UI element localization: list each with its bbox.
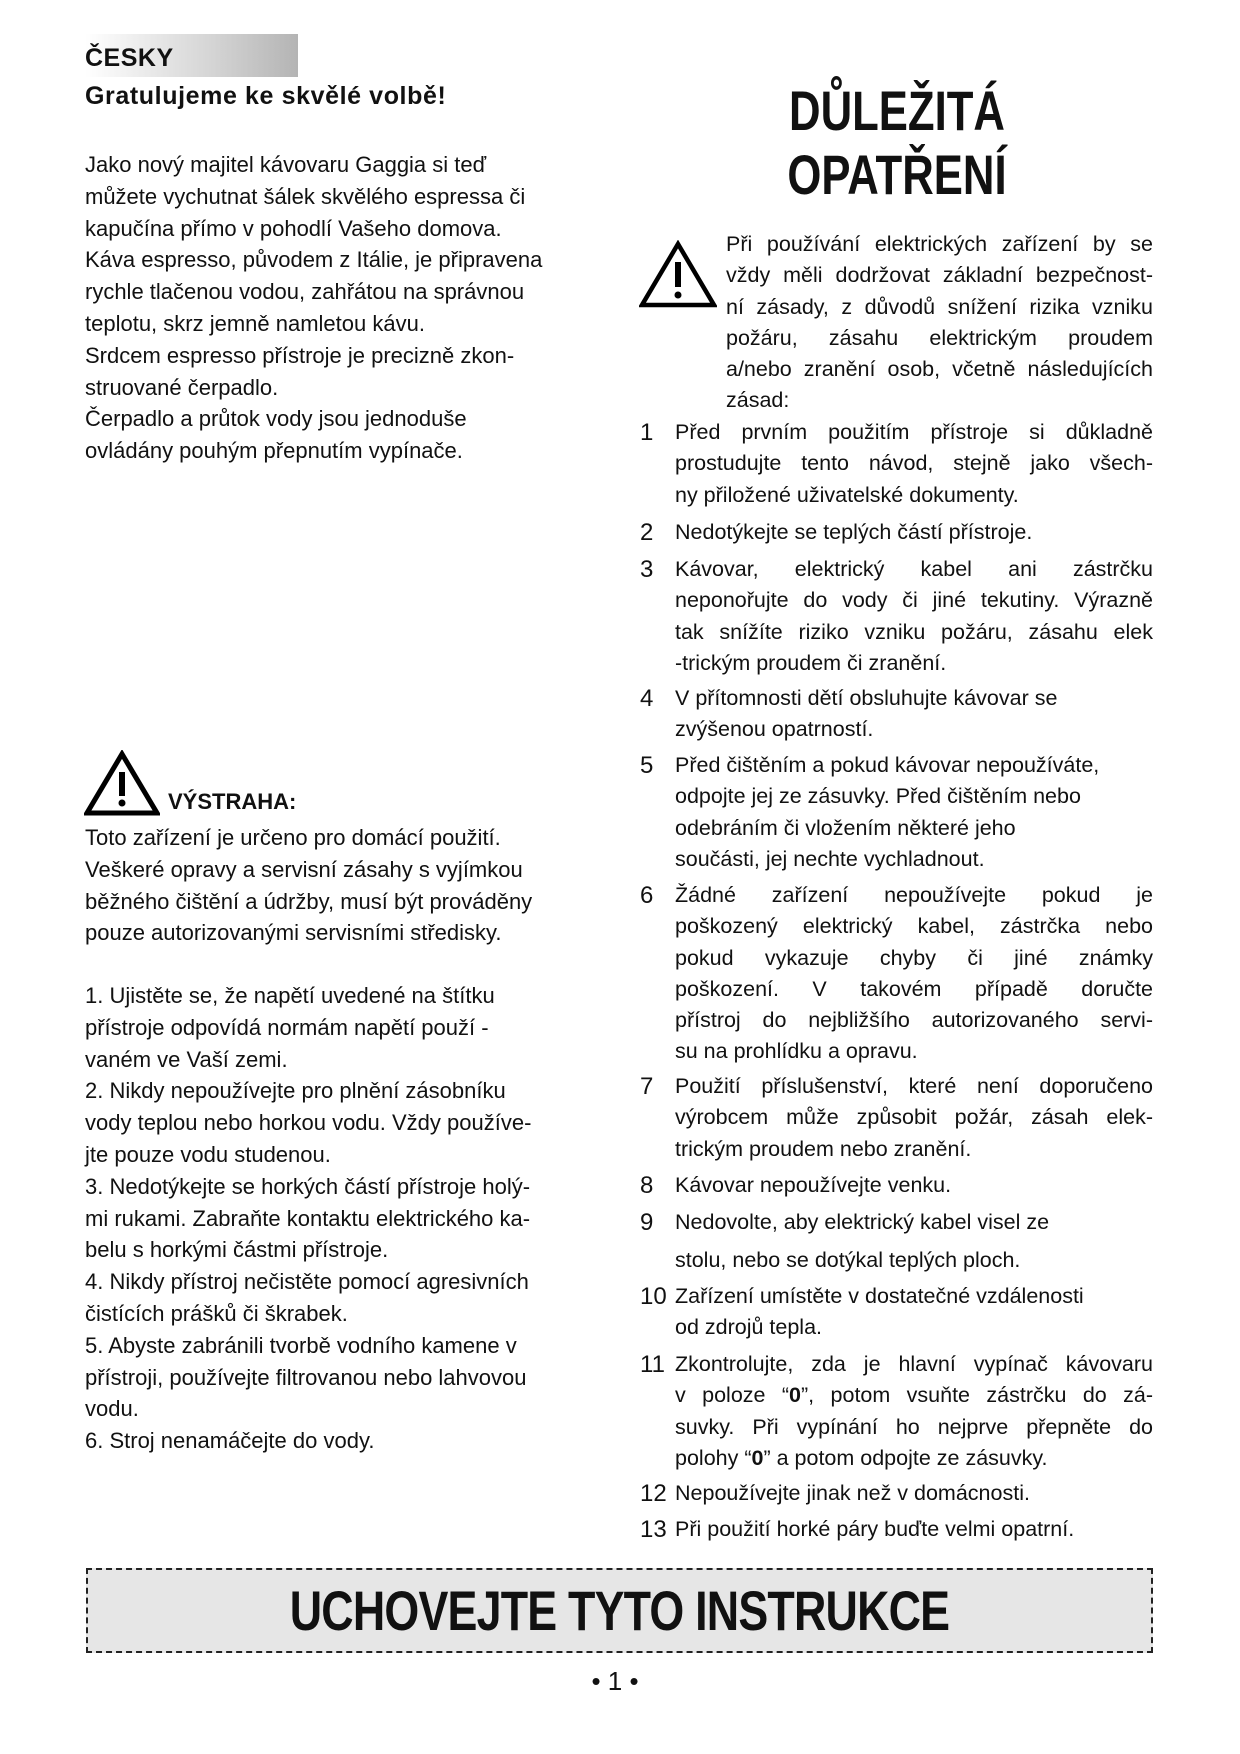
text-line: zásad: bbox=[726, 388, 790, 413]
text-line: Káva espresso, původem z Itálie, je připravena bbox=[85, 247, 543, 273]
text-line: Při používání elektrických zařízení by se bbox=[726, 232, 1153, 256]
text-line: pouze autorizovanými servisními středisky. bbox=[85, 920, 502, 946]
text-line: Použití příslušenství, které není doporučeno bbox=[675, 1074, 1153, 1098]
text-line: kapučína přímo v pohodlí Vašeho domova. bbox=[85, 215, 502, 241]
item-number: 9 bbox=[640, 1209, 654, 1236]
text-line: rychle tlačenou vodou, zahřátou na správnou bbox=[85, 279, 525, 305]
text-line: Nepoužívejte jinak než v domácnosti. bbox=[675, 1481, 1030, 1505]
text-line: Čerpadlo a průtok vody jsou jednoduše bbox=[85, 406, 467, 432]
item-number: 6 bbox=[640, 882, 654, 909]
text-line: V přítomnosti dětí obsluhujte kávovar se bbox=[675, 686, 1058, 710]
text-line: trickým proudem nebo zranění. bbox=[675, 1136, 972, 1161]
safety-item bbox=[675, 880, 1153, 1068]
item-number: 10 bbox=[640, 1283, 667, 1310]
text-line: vodu. bbox=[85, 1396, 139, 1422]
safety-item bbox=[675, 554, 1153, 679]
text-line: Srdcem espresso přístroje je precizně zkon- bbox=[85, 342, 515, 368]
warning-paragraph bbox=[85, 822, 615, 949]
text-segment: suvky. Při vypínání ho nejprve přepněte do bbox=[675, 1414, 1153, 1439]
text-line: 3. Nedotýkejte se horkých částí přístroje holý- bbox=[85, 1173, 531, 1199]
text-segment: ” a potom odpojte ze zásuvky. bbox=[763, 1445, 1048, 1470]
text-line: Před čištěním a pokud kávovar nepoužíváte, bbox=[675, 753, 1100, 777]
text-line: vody teplou nebo horkou vodu. Vždy používe- bbox=[85, 1110, 532, 1136]
safety-item bbox=[675, 750, 1153, 875]
item-number: 5 bbox=[640, 752, 654, 779]
safety-item bbox=[675, 1349, 1153, 1474]
text-line bbox=[675, 1412, 1153, 1443]
text-line: Jako nový majitel kávovaru Gaggia si teď bbox=[85, 152, 487, 177]
text-line: 6. Stroj nenamáčejte do vody. bbox=[85, 1428, 375, 1454]
text-line: poškození. V takovém případě doručte bbox=[675, 976, 1153, 1001]
text-line: přístroje odpovídá normám napětí použí - bbox=[85, 1014, 489, 1040]
text-line: přístroj do nejbližšího autorizovaného servi- bbox=[675, 1008, 1153, 1033]
text-line: 1. Ujistěte se, že napětí uvedené na štítku bbox=[85, 983, 495, 1008]
text-line: neponořujte do vody či jiné tekutiny. Výrazně bbox=[675, 588, 1153, 613]
text-line: Kávovar, elektrický kabel ani zástrčku bbox=[675, 557, 1153, 581]
text-line: stolu, nebo se dotýkal teplých ploch. bbox=[675, 1248, 1021, 1273]
text-line: Zařízení umístěte v dostatečné vzdálenosti bbox=[675, 1284, 1084, 1308]
text-line: ovládány pouhým přepnutím vypínače. bbox=[85, 438, 463, 464]
text-line: součásti, jej nechte vychladnout. bbox=[675, 846, 985, 871]
text-line: 5. Abyste zabránili tvorbě vodního kamene v bbox=[85, 1332, 517, 1358]
title-line-2: OPATŘENÍ bbox=[787, 143, 1007, 206]
item-number: 13 bbox=[640, 1516, 667, 1543]
safety-item bbox=[675, 1207, 1153, 1277]
text-line: poškozený elektrický kabel, zástrčka nebo bbox=[675, 914, 1153, 939]
item-number: 2 bbox=[640, 519, 654, 546]
text-line: běžného čištění a údržby, musí být prováděny bbox=[85, 888, 533, 914]
instruction-list bbox=[85, 980, 615, 1457]
intro-paragraph bbox=[85, 149, 605, 467]
text-line: -trickým proudem či zranění. bbox=[675, 650, 947, 675]
text-segment: polohy “ bbox=[675, 1445, 752, 1470]
text-segment: ”, potom vsuňte zástrčku do zá- bbox=[801, 1383, 1153, 1408]
safety-item bbox=[675, 683, 1153, 746]
text-line: Zkontrolujte, zda je hlavní vypínač kávovaru bbox=[675, 1352, 1153, 1376]
text-line: požáru, zásahu elektrickým proudem bbox=[726, 325, 1153, 350]
text-line: výrobcem může způsobit požár, zásah elek- bbox=[675, 1105, 1153, 1130]
text-line: Kávovar nepoužívejte venku. bbox=[675, 1173, 952, 1197]
text-line: odpojte jej ze zásuvky. Před čištěním nebo bbox=[675, 784, 1081, 809]
safety-item bbox=[675, 417, 1153, 511]
text-line: zvýšenou opatrností. bbox=[675, 717, 874, 742]
warning-triangle-icon bbox=[84, 750, 160, 816]
text-line: Před prvním použitím přístroje si důkladně bbox=[675, 420, 1153, 444]
text-segment: v poloze “ bbox=[675, 1383, 790, 1408]
text-line bbox=[675, 1380, 1153, 1411]
text-line: struované čerpadlo. bbox=[85, 374, 279, 400]
keep-instructions-banner bbox=[86, 1568, 1153, 1653]
text-line: Při použití horké páry buďte velmi opatrní. bbox=[675, 1517, 1075, 1541]
safety-item bbox=[675, 517, 1153, 548]
text-line: Nedotýkejte se teplých částí přístroje. bbox=[675, 520, 1033, 544]
text-line: a/nebo zranění osob, včetně následujících bbox=[726, 357, 1153, 382]
safety-intro-paragraph bbox=[726, 229, 1153, 417]
item-number: 8 bbox=[640, 1172, 654, 1199]
text-line: pokud vykazuje chyby či jiné známky bbox=[675, 945, 1153, 970]
item-number: 1 bbox=[640, 419, 654, 446]
safety-item bbox=[675, 1514, 1153, 1545]
text-line: Toto zařízení je určeno pro domácí použití. bbox=[85, 825, 501, 850]
text-line: odebráním či vložením některé jeho bbox=[675, 815, 1016, 840]
text-line: vždy měli dodržovat základní bezpečnost- bbox=[726, 263, 1153, 288]
safety-item bbox=[675, 1071, 1153, 1165]
text-line bbox=[675, 1443, 1153, 1474]
title-line-1: DŮLEŽITÁ bbox=[789, 79, 1005, 142]
item-number: 4 bbox=[640, 685, 654, 712]
item-number: 11 bbox=[640, 1351, 665, 1378]
text-line: přístroji, používejte filtrovanou nebo lahvovou bbox=[85, 1364, 527, 1390]
safety-item bbox=[675, 1281, 1153, 1344]
banner-text: UCHOVEJTE TYTO INSTRUKCE bbox=[289, 1579, 950, 1642]
text-line: 4. Nikdy přístroj nečistěte pomocí agresivních bbox=[85, 1269, 529, 1295]
item-number: 7 bbox=[640, 1073, 654, 1100]
text-line: ny přiložené uživatelské dokumenty. bbox=[675, 482, 1019, 507]
language-label: ČESKY bbox=[85, 44, 174, 72]
congratulations-heading: Gratulujeme ke skvělé volbě! bbox=[85, 82, 447, 110]
safety-item bbox=[675, 1170, 1153, 1201]
text-line: mi rukami. Zabraňte kontaktu elektrického ka- bbox=[85, 1205, 531, 1231]
text-line: Žádné zařízení nepoužívejte pokud je bbox=[675, 883, 1153, 907]
page-number: • 1 • bbox=[591, 1666, 639, 1696]
text-line: prostudujte tento návod, stejně jako všech- bbox=[675, 451, 1153, 476]
text-line: čistících prášků či škrabek. bbox=[85, 1300, 348, 1326]
text-line: 2. Nikdy nepoužívejte pro plnění zásobníku bbox=[85, 1078, 506, 1104]
text-line: su na prohlídku a opravu. bbox=[675, 1039, 918, 1064]
bold-zero: 0 bbox=[789, 1383, 802, 1408]
item-number: 12 bbox=[640, 1480, 667, 1507]
warning-triangle-icon bbox=[639, 240, 717, 308]
text-line: tak snížíte riziko vzniku požáru, zásahu elek bbox=[675, 619, 1153, 644]
item-number: 3 bbox=[640, 556, 654, 583]
text-line: vaném ve Vaší zemi. bbox=[85, 1046, 288, 1072]
text-line: belu s horkými částmi přístroje. bbox=[85, 1237, 389, 1263]
text-line: od zdrojů tepla. bbox=[675, 1315, 823, 1340]
text-line: Veškeré opravy a servisní zásahy s vyjímkou bbox=[85, 856, 523, 882]
text-line: Nedovolte, aby elektrický kabel visel ze bbox=[675, 1210, 1050, 1234]
text-line: teplotu, skrz jemně namletou kávu. bbox=[85, 310, 425, 336]
text-line: jte pouze vodu studenou. bbox=[85, 1141, 331, 1167]
text-line: ní zásady, z důvodů snížení rizika vzniku bbox=[726, 294, 1153, 319]
warning-label: VÝSTRAHA: bbox=[168, 789, 297, 814]
safety-item bbox=[675, 1478, 1153, 1509]
bold-zero: 0 bbox=[751, 1445, 764, 1470]
text-line: můžete vychutnat šálek skvělého espressa či bbox=[85, 183, 526, 209]
